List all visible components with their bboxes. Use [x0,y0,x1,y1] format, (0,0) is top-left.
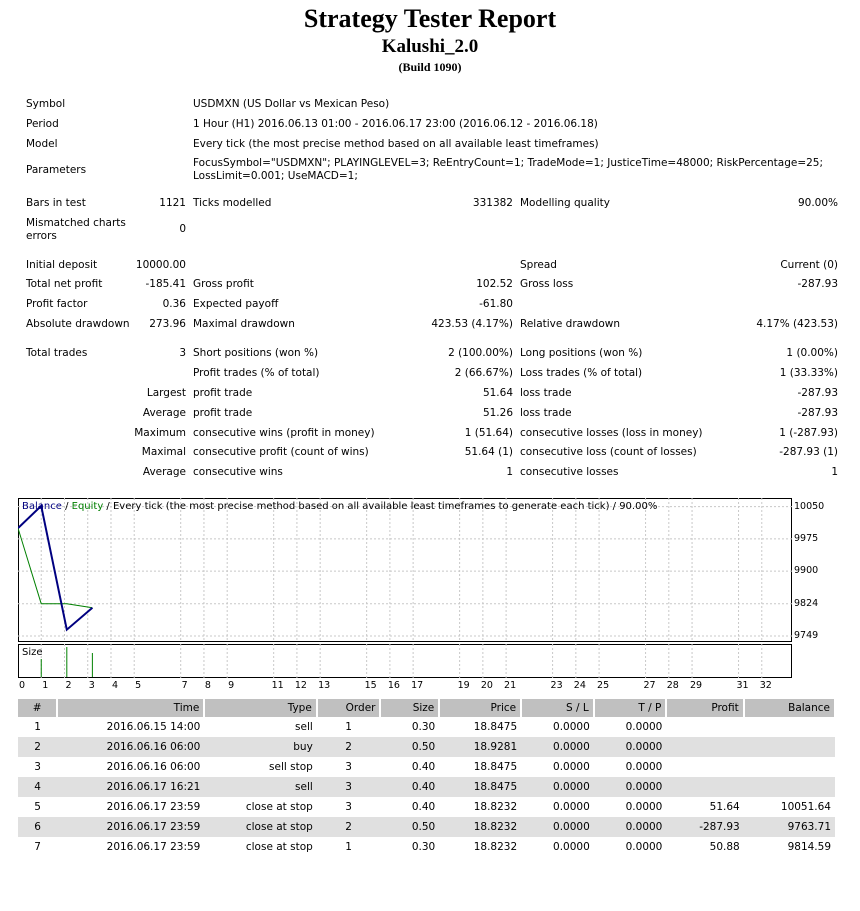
table-cell: 4 [18,777,57,797]
table-cell: close at stop [245,801,313,813]
table-cell: 9814.59 [787,841,831,853]
avg-cons-wins-value: 1 [506,466,513,478]
deals-table [18,699,836,857]
x-tick-label: 3 [88,680,95,691]
y-tick-label: 9824 [794,597,819,609]
table-cell: sell [295,721,313,733]
table-cell: 2016.06.16 06:00 [57,737,204,757]
table-cell: 2016.06.17 23:59 [57,817,204,837]
profit-factor-label: Profit factor [26,298,88,310]
column-header: S / L [521,699,594,717]
y-tick-label: 9900 [794,565,819,577]
table-cell: 3 [345,801,352,813]
table-cell: 0.0000 [521,737,594,757]
table-row [18,777,835,797]
table-cell: 1 [34,721,41,733]
table-cell: 0.0000 [553,761,590,773]
abs-drawdown-label: Absolute drawdown [26,318,130,330]
x-tick-label: 28 [666,680,679,691]
table-cell: 2 [317,817,381,837]
x-tick-label: 23 [550,680,563,691]
table-cell: 0.0000 [594,817,667,837]
table-cell [744,717,835,737]
x-tick-label: 2 [65,680,72,691]
parameters-line-1: FocusSymbol="USDMXN"; PLAYINGLEVEL=3; ReEntryCount=1; TradeMode=1; JusticeTime=48000; RiskPercentage=25; [193,157,824,169]
table-cell: 0.40 [380,777,439,797]
x-tick-label: 4 [111,680,118,691]
maximal-loss-value: -287.93 (1) [779,446,838,458]
max-cons-losses-label: consecutive losses (loss in money) [520,427,703,439]
gross-loss-value: -287.93 [797,278,838,290]
max-drawdown-label: Maximal drawdown [193,318,295,330]
rel-drawdown-value: 4.17% (423.53) [756,318,838,330]
table-cell: 3 [34,761,41,773]
table-cell: 2016.06.16 06:00 [106,761,201,773]
maximal-profit-value: 51.64 (1) [464,446,513,458]
total-trades-value: 3 [179,347,186,359]
x-tick-label: 11 [271,680,284,691]
mismatch-label-1: Mismatched charts [26,217,126,229]
column-header: # [18,699,57,717]
avg-cons-label: Average [142,466,186,478]
table-cell: 0.0000 [553,721,590,733]
table-cell: 10051.64 [780,801,831,813]
x-tick-label: 27 [643,680,656,691]
bars-value: 1121 [159,197,186,209]
table-cell: 18.8475 [473,761,518,773]
table-cell: 6 [18,817,57,837]
avg-cons-wins-label: consecutive wins [193,466,283,478]
table-cell: -287.93 [666,817,743,837]
profit-trades-value: 2 (66.67%) [454,367,513,379]
table-row [18,797,835,817]
table-cell: 0.30 [411,841,436,853]
period-value: 1 Hour (H1) 2016.06.13 01:00 - 2016.06.17 23:00 (2016.06.12 - 2016.06.18) [193,118,598,130]
table-row [18,817,835,837]
largest-loss-value: -287.93 [797,387,838,399]
max-cons-wins-label: consecutive wins (profit in money) [193,427,375,439]
model-label: Model [26,138,58,150]
average-label: Average [142,407,186,419]
table-cell: close at stop [245,841,313,853]
x-tick-label: 1 [42,680,49,691]
x-tick-label: 25 [597,680,610,691]
report-title: Strategy Tester Report [303,4,557,33]
x-tick-label: 0 [18,680,26,691]
table-cell: 0.0000 [553,801,590,813]
initial-deposit-label: Initial deposit [26,259,98,271]
maximum-label: Maximum [134,427,186,439]
ticks-value: 331382 [472,197,513,209]
table-row [18,837,835,857]
loss-trades-label: Loss trades (% of total) [520,367,643,379]
x-tick-label: 21 [504,680,517,691]
x-tick-label: 24 [573,680,586,691]
table-cell [666,737,743,757]
parameters-line-2: LossLimit=0.001; UseMACD=1; [193,170,358,182]
column-header: Balance [744,699,835,717]
table-cell: 0.50 [380,737,439,757]
period-label: Period [26,118,59,130]
table-cell [744,737,835,757]
column-header: Size [380,699,439,717]
maximal-label: Maximal [141,446,186,458]
short-positions-value: 2 (100.00%) [448,347,513,359]
y-tick-label: 10050 [794,500,825,512]
average-loss-label: loss trade [520,407,572,419]
long-positions-value: 1 (0.00%) [786,347,838,359]
table-cell: 51.64 [709,801,740,813]
x-tick-label: 20 [480,680,493,691]
ea-name: Kalushi_2.0 [381,36,479,57]
column-header: Profit [666,699,743,717]
table-cell: 2 [317,737,381,757]
size-chart [18,644,792,678]
table-cell: sell stop [269,761,313,773]
table-cell: 0.0000 [594,737,667,757]
largest-loss-label: loss trade [520,387,572,399]
deals-header-row [18,699,835,717]
x-tick-label: 7 [181,680,188,691]
table-cell: 18.8475 [473,721,518,733]
short-positions-label: Short positions (won %) [193,347,319,359]
table-cell: 1 [345,841,352,853]
average-loss-value: -287.93 [797,407,838,419]
abs-drawdown-value: 273.96 [149,318,186,330]
table-cell: 0.0000 [625,801,663,813]
profit-trades-label: Profit trades (% of total) [193,367,320,379]
table-cell: 18.8232 [473,841,518,853]
avg-cons-losses-label: consecutive losses [520,466,619,478]
average-profit-label: profit trade [193,407,253,419]
x-tick-label: 8 [204,680,211,691]
expected-payoff-label: Expected payoff [193,298,279,310]
table-cell: 2 [18,737,57,757]
table-cell: 9763.71 [744,817,835,837]
model-value: Every tick (the most precise method based on all available least timeframes) [193,138,599,150]
table-cell [666,777,743,797]
table-cell: 0.0000 [521,817,594,837]
loss-trades-value: 1 (33.33%) [779,367,838,379]
spread-value: Current (0) [780,259,838,271]
table-cell: 3 [345,761,352,773]
table-cell: 0.0000 [625,761,663,773]
legend-balance: Balance [22,501,62,512]
legend-equity: Equity [71,501,104,512]
maximal-loss-label: consecutive loss (count of losses) [520,446,697,458]
x-tick-label: 31 [736,680,749,691]
column-header: Type [204,699,316,717]
table-cell: close at stop [204,817,316,837]
largest-profit-label: profit trade [193,387,253,399]
y-tick-label: 9975 [794,532,819,544]
table-cell: 0.0000 [625,841,663,853]
table-cell: 2016.06.17 16:21 [57,777,204,797]
bars-label: Bars in test [26,197,86,209]
largest-profit-value: 51.64 [482,387,513,399]
deals-body [18,717,835,857]
rel-drawdown-label: Relative drawdown [520,318,621,330]
table-cell: 0.40 [411,761,436,773]
profit-factor-value: 0.36 [162,298,186,310]
symbol-label: Symbol [26,98,66,110]
x-tick-label: 9 [228,680,235,691]
table-cell: 3 [317,777,381,797]
x-tick-label: 12 [294,680,307,691]
table-cell: 0.0000 [553,841,590,853]
total-trades-label: Total trades [26,347,88,359]
table-cell [666,717,743,737]
x-tick-label: 17 [411,680,424,691]
quality-value: 90.00% [797,197,838,209]
table-cell: 50.88 [709,841,740,853]
table-cell: 2016.06.17 23:59 [106,801,201,813]
x-tick-label: 19 [457,680,470,691]
size-label: Size [22,647,43,658]
max-cons-losses-value: 1 (-287.93) [779,427,838,439]
balance-chart [18,498,792,642]
largest-label: Largest [146,387,186,399]
parameters-label: Parameters [26,164,87,176]
mismatch-label-2: errors [26,230,57,242]
table-cell: 18.8475 [439,777,521,797]
chart-legend [22,501,657,512]
gross-profit-label: Gross profit [193,278,254,290]
avg-cons-losses-value: 1 [831,466,838,478]
table-cell [744,777,835,797]
column-header: T / P [594,699,667,717]
spread-label: Spread [520,259,557,271]
build-number: (Build 1090) [398,60,462,74]
max-cons-wins-value: 1 (51.64) [464,427,513,439]
long-positions-label: Long positions (won %) [520,347,643,359]
x-tick-label: 13 [318,680,331,691]
table-cell: 0.40 [411,801,436,813]
x-tick-label: 29 [690,680,703,691]
x-tick-label: 15 [364,680,377,691]
y-tick-label: 9749 [794,629,819,641]
gross-profit-value: 102.52 [476,278,513,290]
x-tick-label: 32 [759,680,772,691]
table-cell: 5 [34,801,41,813]
legend-description: / Every tick (the most precise method based on all available least timeframes to generate each tick) / 90.00% [103,501,658,512]
gross-loss-label: Gross loss [520,278,574,290]
table-cell: sell [204,777,316,797]
table-cell: 0.50 [380,817,439,837]
expected-payoff-value: -61.80 [479,298,513,310]
table-cell [744,757,835,777]
column-header: Time [57,699,204,717]
table-cell [666,757,743,777]
table-row [18,757,835,777]
table-cell: 0.0000 [594,777,667,797]
legend-sep: / [61,501,72,512]
table-cell: 18.8232 [473,801,518,813]
average-profit-value: 51.26 [482,407,513,419]
ticks-label: Ticks modelled [193,197,272,209]
table-cell: 0.0000 [521,777,594,797]
table-cell: 0.0000 [625,721,663,733]
column-header: Price [439,699,521,717]
maximal-profit-label: consecutive profit (count of wins) [193,446,369,458]
max-drawdown-value: 423.53 (4.17%) [431,318,513,330]
table-row [18,737,835,757]
table-cell: 7 [34,841,41,853]
table-cell: 2016.06.17 23:59 [106,841,201,853]
symbol-value: USDMXN (US Dollar vs Mexican Peso) [193,98,390,110]
net-profit-value: -185.41 [145,278,186,290]
table-cell: 2016.06.15 14:00 [106,721,201,733]
x-tick-label: 16 [387,680,400,691]
table-row [18,717,835,737]
table-cell: 0.30 [411,721,436,733]
x-tick-label: 5 [135,680,142,691]
net-profit-label: Total net profit [26,278,103,290]
initial-deposit-value: 10000.00 [135,259,186,271]
table-cell: 1 [345,721,352,733]
column-header: Order [317,699,381,717]
mismatch-value: 0 [179,223,186,235]
table-cell: buy [204,737,316,757]
quality-label: Modelling quality [520,197,610,209]
table-cell: 18.9281 [439,737,521,757]
table-cell: 18.8232 [439,817,521,837]
